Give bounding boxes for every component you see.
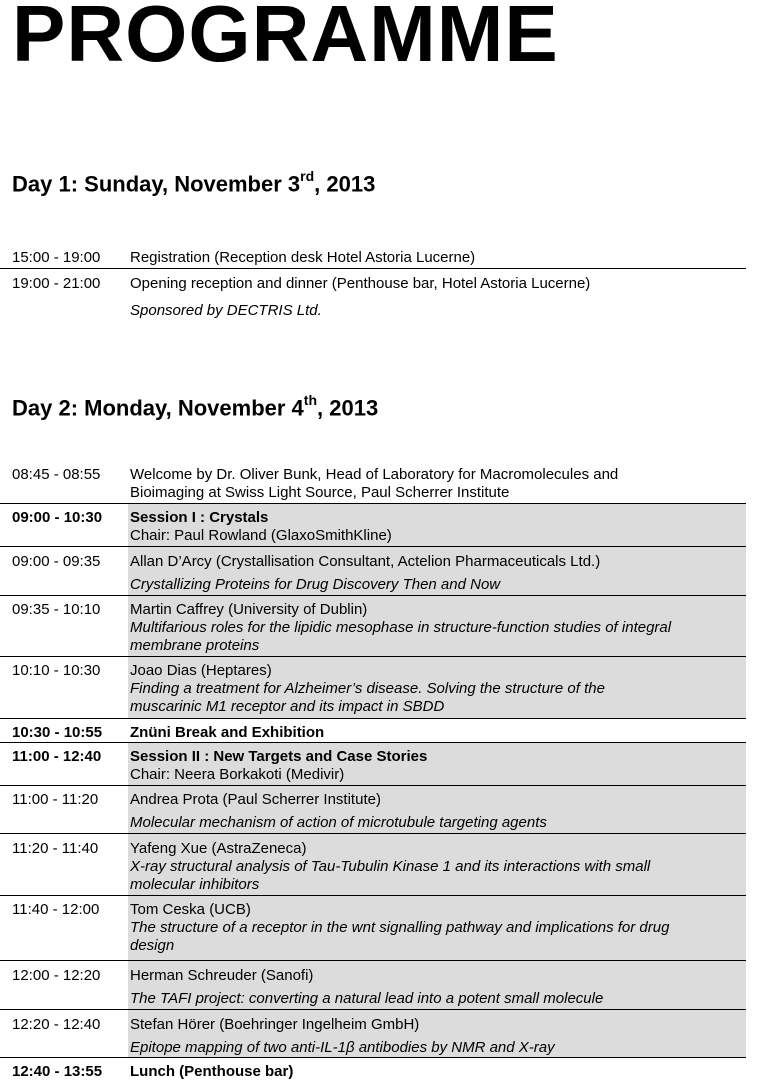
divider xyxy=(0,718,746,719)
talk-title: The TAFI project: converting a natural lead into a potent small molecule xyxy=(130,990,604,1007)
sponsor-note: Sponsored by DECTRIS Ltd. xyxy=(130,302,322,319)
row-time: 10:30 - 10:55 xyxy=(12,724,103,741)
page-title: PROGRAMME xyxy=(12,0,559,78)
break-label: Znüni Break and Exhibition xyxy=(130,724,325,741)
divider xyxy=(0,268,746,269)
row-time: 12:00 - 12:20 xyxy=(12,967,101,984)
talk-title: The structure of a receptor in the wnt signalling pathway and implications for drug xyxy=(130,919,670,936)
speaker: Stefan Hörer (Boehringer Ingelheim GmbH) xyxy=(130,1016,420,1033)
divider xyxy=(0,1057,746,1058)
session-title: Session I : Crystals xyxy=(130,509,269,526)
divider xyxy=(0,595,746,596)
divider xyxy=(0,742,746,743)
session-chair: Chair: Paul Rowland (GlaxoSmithKline) xyxy=(130,527,392,544)
talk-title: Crystallizing Proteins for Drug Discovery Then and Now xyxy=(130,576,501,593)
speaker: Andrea Prota (Paul Scherrer Institute) xyxy=(130,791,381,808)
speaker: Yafeng Xue (AstraZeneca) xyxy=(130,840,307,857)
row-time: 11:40 - 12:00 xyxy=(12,901,100,918)
divider xyxy=(0,895,746,896)
row-time: 11:00 - 11:20 xyxy=(12,791,99,808)
row-time: 10:10 - 10:30 xyxy=(12,662,101,679)
talk-title: Molecular mechanism of action of microtubule targeting agents xyxy=(130,814,547,831)
talk-title: Finding a treatment for Alzheimer’s disease. Solving the structure of the xyxy=(130,680,605,697)
row-time: 11:20 - 11:40 xyxy=(12,840,99,857)
row-time: 12:40 - 13:55 xyxy=(12,1063,103,1080)
talk-title: membrane proteins xyxy=(130,637,260,654)
speaker: Allan D’Arcy (Crystallisation Consultant, Actelion Pharmaceuticals Ltd.) xyxy=(130,553,601,570)
row-time: 11:00 - 12:40 xyxy=(12,748,102,765)
day1-heading: Day 1: Sunday, November 3rd, 2013 xyxy=(12,168,376,197)
speaker: Joao Dias (Heptares) xyxy=(130,662,272,679)
talk-title: Epitope mapping of two anti-IL-1β antibodies by NMR and X-ray xyxy=(130,1039,555,1056)
divider xyxy=(0,1009,746,1010)
speaker: Martin Caffrey (University of Dublin) xyxy=(130,601,368,618)
speaker: Herman Schreuder (Sanofi) xyxy=(130,967,314,984)
divider xyxy=(0,656,746,657)
talk-title: design xyxy=(130,937,175,954)
session-title: Session II : New Targets and Case Stories xyxy=(130,748,428,765)
divider xyxy=(0,833,746,834)
speaker: Tom Ceska (UCB) xyxy=(130,901,251,918)
talk-title: X-ray structural analysis of Tau-Tubulin Kinase 1 and its interactions with small xyxy=(130,858,651,875)
talk-title: molecular inhibitors xyxy=(130,876,260,893)
row-text: Bioimaging at Swiss Light Source, Paul Scherrer Institute xyxy=(130,484,510,501)
lunch-label: Lunch (Penthouse bar) xyxy=(130,1063,294,1080)
talk-title: Multifarious roles for the lipidic mesophase in structure-function studies of integral xyxy=(130,619,672,636)
row-time: 09:00 - 10:30 xyxy=(12,509,103,526)
divider xyxy=(0,503,746,504)
row-time: 15:00 - 19:00 xyxy=(12,249,101,266)
row-time: 09:35 - 10:10 xyxy=(12,601,101,618)
row-text: Welcome by Dr. Oliver Bunk, Head of Laboratory for Macromolecules and xyxy=(130,466,619,483)
row-time: 08:45 - 08:55 xyxy=(12,466,101,483)
row-time: 12:20 - 12:40 xyxy=(12,1016,101,1033)
day2-heading: Day 2: Monday, November 4th, 2013 xyxy=(12,392,379,421)
row-time: 09:00 - 09:35 xyxy=(12,553,101,570)
talk-title: muscarinic M1 receptor and its impact in SBDD xyxy=(130,698,445,715)
row-text: Registration (Reception desk Hotel Astoria Lucerne) xyxy=(130,249,476,266)
row-text: Opening reception and dinner (Penthouse bar, Hotel Astoria Lucerne) xyxy=(130,275,591,292)
session-chair: Chair: Neera Borkakoti (Medivir) xyxy=(130,766,345,783)
divider xyxy=(0,960,746,961)
divider xyxy=(0,785,746,786)
divider xyxy=(0,546,746,547)
row-time: 19:00 - 21:00 xyxy=(12,275,101,292)
